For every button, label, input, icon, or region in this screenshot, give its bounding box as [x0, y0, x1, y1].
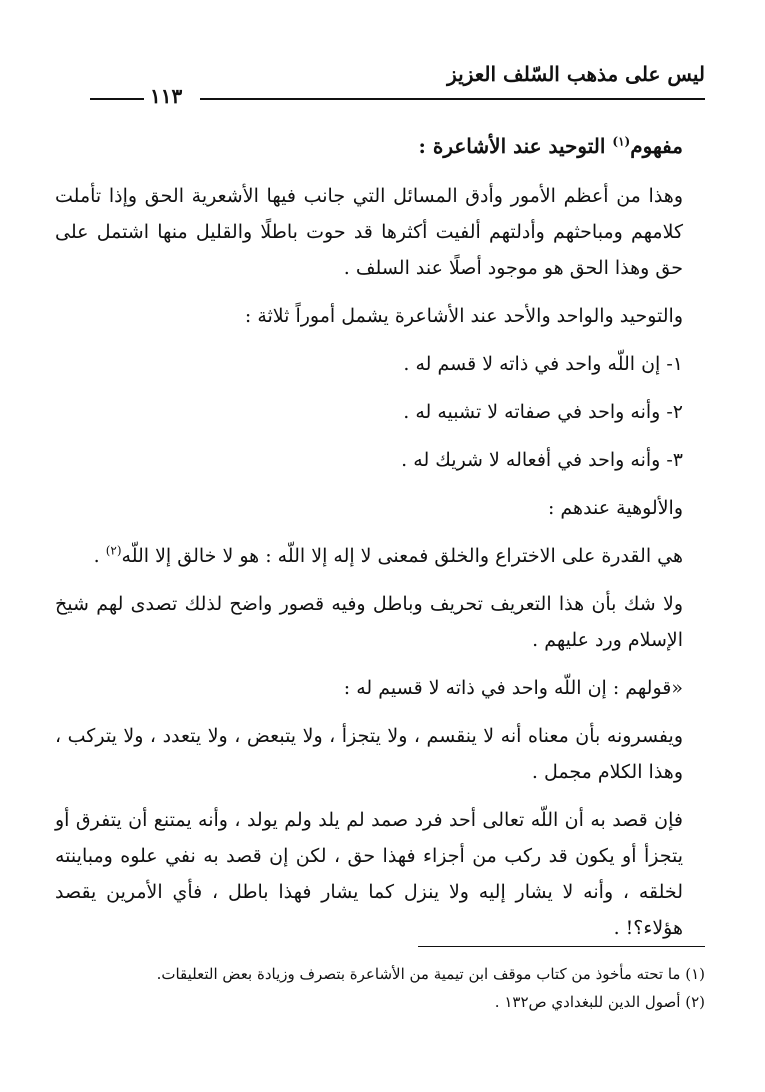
header-rule: [200, 98, 705, 100]
definition-text: هي القدرة على الاختراع والخلق فمعنى لا إله إلا اللّه : هو لا خالق إلا اللّه: [121, 545, 683, 567]
paragraph-intro: وهذا من أعظم الأمور وأدق المسائل التي جانب فيها الأشعرية الحق وإذا تأملت كلامهم ومباحثهم وأدلتهم ألفيت أكثرها قد حوت باطلًا والقليل منها اشتمل على حق وهذا الحق هو موجود أصلًا عند السلف .: [55, 185, 683, 279]
paragraph-critique: ولا شك بأن هذا التعريف تحريف وباطل وفيه قصور واضح لذلك تصدى لهم شيخ الإسلام ورد عليهم .: [55, 593, 683, 651]
footnote-ref-1: (١): [612, 134, 631, 149]
paragraph-uluhiyya: والألوهية عندهم :: [547, 497, 683, 519]
paragraph-explanation: ويفسرونه بأن معناه أنه لا ينقسم ، ولا يتجزأ ، ولا يتبعض ، ولا يتعدد ، ولا يتركب ، وهذا الكلام مجمل .: [55, 725, 683, 783]
list-item-3: ٣- وأنه واحد في أفعاله لا شريك له .: [401, 449, 683, 471]
paragraph-quote: «قولهم : إن اللّه واحد في ذاته لا قسيم له :: [343, 677, 683, 699]
paragraph-conclusion: فإن قصد به أن اللّه تعالى أحد فرد صمد لم يلد ولم يولد ، وأنه يمتنع أن يتفرق أو يتجزأ أو يكون قد ركب من أجزاء فهذا حق ، لكن إن قصد به نفي علوه ومباينته لخلقه ، وأنه لا يشار إليه ولا ينزل كما يشار فهذا باطل ، فأي الأمرين يقصد هؤلاء؟! .: [55, 809, 683, 939]
section-heading: [55, 128, 705, 164]
footnotes: [55, 960, 705, 1016]
running-header-title: ليس على مذهب السّلف العزيز: [447, 62, 705, 86]
footnote-ref-2: (٢): [105, 543, 122, 558]
list-item-1: ١- إن اللّه واحد في ذاته لا قسم له .: [403, 353, 683, 375]
footnote-1: (١) ما تحته مأخوذ من كتاب موقف ابن تيمية من الأشاعرة بتصرف وزيادة بعض التعليقات.: [156, 965, 705, 983]
paragraph-three-matters: والتوحيد والواحد والأحد عند الأشاعرة يشمل أموراً ثلاثة :: [244, 305, 683, 327]
footnote-2: (٢) أصول الدين للبغدادي ص١٣٢ .: [494, 993, 705, 1011]
main-text: [55, 128, 705, 958]
paragraph-definition: [55, 538, 705, 574]
header-left-dash: [90, 98, 144, 100]
footnote-rule: [418, 946, 705, 947]
heading-rest: التوحيد عند الأشاعرة :: [418, 134, 613, 158]
heading-main: مفهوم: [630, 134, 683, 158]
list-item-2: ٢- وأنه واحد في صفاته لا تشبيه له .: [403, 401, 683, 423]
definition-end: .: [93, 545, 106, 567]
page-number: ١١٣: [150, 84, 183, 108]
